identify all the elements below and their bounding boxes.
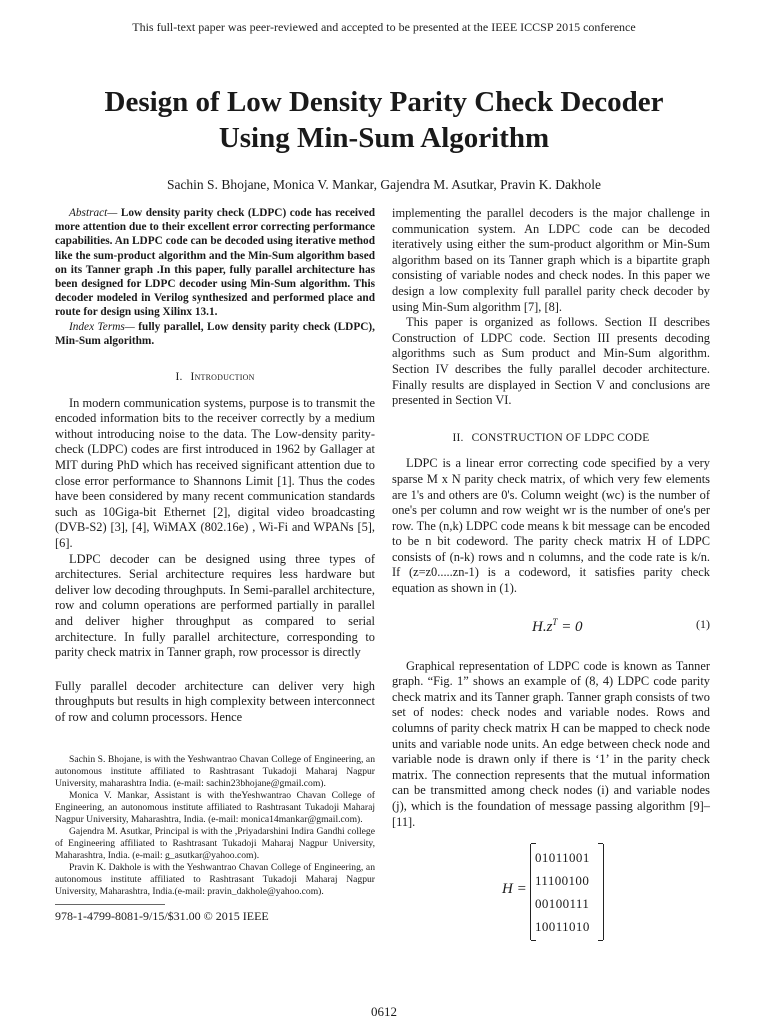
equation-lhs: H.z xyxy=(532,618,553,635)
section-title: CONSTRUCTION OF LDPC CODE xyxy=(471,431,650,444)
matrix-row: 10011010 xyxy=(535,919,590,935)
abstract-lead: Abstract— xyxy=(69,207,118,219)
section-number: II. xyxy=(452,431,464,444)
intro-paragraph-1: In modern communication systems, purpose is to transmit the encoded information bits to the receiver correctly by a medium without introducing noise to the data. The Low-density parity-check (LDPC) codes are first introduced in 1962 by Gallager at MIT during PhD which has received significant attention due to close error performance to Shannons Limit [1]. Thus the codes have been considered by many recent communication standards such as 10Giga-bit Ethernet [2], digital video broadcasting (DVB-S2) [3], [4], WiMAX (802.16e) , Wi-Fi and WPANs [5], [6]. xyxy=(55,395,375,550)
matrix-rows xyxy=(535,846,590,938)
right-paragraph-2: This paper is organized as follows. Section II describes Construction of LDPC code. Section III presents decoding algorithms such as Sum product and Min-Sum algorithm. Section IV describes the fully parallel decoder architecture. Finally results are displayed in Section V and conclusions are presented in Section VI. xyxy=(392,315,710,408)
index-terms-text: fully parallel, Low density parity check (LDPC), Min-Sum algorithm. xyxy=(55,320,375,347)
abstract-text: Low density parity check (LDPC) code has received more attention due to their excellent error correcting performance capabilities. An LDPC code can be decoded using iterative method like the sum-product algorithm and the Min-Sum algorithm based on its Tanner graph .In this paper, fully parallel architecture has been designed for LDPC decoder using Min-Sum algorithm. This decoder modeled in Verilog synthesized and performed place and route for design using Xilinx 13.1. xyxy=(55,207,375,319)
right-paragraph-4: Graphical representation of LDPC code is known as Tanner graph. “Fig. 1” shows an example of (8, 4) LDPC code parity check matrix and its Tanner graph. Tanner graph consists of two set of nodes: check nodes and variable nodes. Rows and columns of parity check matrix H can be mapped to check node units and variable node units. An edge between check node and variable node is drawn only if there is ‘1’ in the parity check matrix. The connection represents that the mutual information can be transmitted among check nodes (i) and variable nodes (j), which is the foundation of message passing algorithm [9]–[11]. xyxy=(392,658,710,829)
equation-1 xyxy=(392,613,710,639)
right-paragraph-3: LDPC is a linear error correcting code specified by a very sparse M x N parity check matrix, of which very few elements are 1's and others are 0's. Column weight (wc) is the number of one's per column and row weight wr is the number of one's per row. The (n,k) LDPC code means k bit message can be encoded to be n bit codeword. The parity check matrix H of LDPC consists of (n-k) rows and n columns, and the code rate is k/n. If (z=z0.....zn-1) is a codeword, it satisfies parity check equation as shown in (1). xyxy=(392,456,710,596)
left-column xyxy=(55,206,375,924)
right-paragraph-1: implementing the parallel decoders is the major challenge in communication system. An LDPC code can be decoded iteratively using either the sum-product algorithm or Min-Sum algorithm based on its Tanner graph which is a bipartite graph consisting of variable nodes and check nodes. In this paper we design a low complexity full parallel parity check decoder by using Min-Sum algorithm [7], [8]. xyxy=(392,206,710,314)
conference-note: This full-text paper was peer-reviewed and accepted to be presented at the IEEE ICCSP 2015 conference xyxy=(132,20,636,34)
index-terms xyxy=(55,320,375,348)
right-column xyxy=(392,206,710,944)
footnote-2: Monica V. Mankar, Assistant is with theYeshwantrao Chavan College of Engineering, an autonomous institute affiliated to Rashtrasant Tukadoji Maharaj Nagpur University, Maharashtra, India. (e-mail: monica14mankar@gmail.com). xyxy=(55,789,375,825)
page-number: 0612 xyxy=(371,1004,397,1019)
footnote-4: Pravin K. Dakhole is with the Yeshwantrao Chavan College of Engineering, an autonomous institute affiliated to Rashtrasant Tukadoji Maharaj Nagpur University, Maharashtra, India.(e-mail: pravin_dakhole@yahoo.com). xyxy=(55,861,375,897)
equation-superscript: T xyxy=(552,616,558,627)
parity-check-matrix xyxy=(392,844,710,944)
paper-title xyxy=(40,84,728,156)
matrix-row: 11100100 xyxy=(535,873,590,889)
author-list: Sachin S. Bhojane, Monica V. Mankar, Gajendra M. Asutkar, Pravin K. Dakhole xyxy=(166,177,602,192)
author-footnotes xyxy=(55,754,375,898)
title-line-1: Design of Low Density Parity Check Decoder xyxy=(104,86,664,118)
abstract xyxy=(55,206,375,320)
intro-paragraph-2: LDPC decoder can be designed using three types of architectures. Serial architecture requires less hardware but deliver low decoding throughputs. In Semi-parallel architecture, row and column operations are performed partially in parallel and deliver higher throughput as compared to serial architecture. In fully parallel architecture, corresponding to parity check matrix in Tanner graph, row processor is directly xyxy=(55,551,375,660)
section-number: I. xyxy=(175,371,183,384)
matrix-row: 00100111 xyxy=(535,896,590,912)
footnote-3: Gajendra M. Asutkar, Principal is with the ,Priyadarshini Indira Gandhi college of Engineering affiliated to Rashtrasant Tukadoji Maharaj Nagpur University, Maharashtra, India. (e-mail: g_asutkar@yahoo.com). xyxy=(55,825,375,861)
copyright-isbn: 978-1-4799-8081-9/15/$31.00 © 2015 IEEE xyxy=(55,908,269,923)
section-title: Introduction xyxy=(190,371,255,384)
intro-paragraph-3: Fully parallel decoder architecture can deliver very high throughputs but results in high complexity between interconnect of row and column processors. Hence xyxy=(55,678,375,724)
title-line-2: Using Min-Sum Algorithm xyxy=(218,122,550,154)
index-terms-lead: Index Terms— xyxy=(69,320,135,333)
section-heading-construction xyxy=(392,431,710,447)
section-heading-introduction xyxy=(55,370,375,386)
equation-expression xyxy=(532,615,583,636)
matrix-label: H = xyxy=(502,881,527,898)
equation-number: (1) xyxy=(696,616,710,631)
footnote-1: Sachin S. Bhojane, is with the Yeshwantrao Chavan College of Engineering, an autonomous institute affiliated to Rashtrasant Tukadoji Maharaj Nagpur University, maharashtra India. (e-mail: sachin23bhojane@gmail.com). xyxy=(55,753,375,789)
matrix-row: 01011001 xyxy=(535,850,590,866)
equation-rhs: = 0 xyxy=(557,618,583,635)
